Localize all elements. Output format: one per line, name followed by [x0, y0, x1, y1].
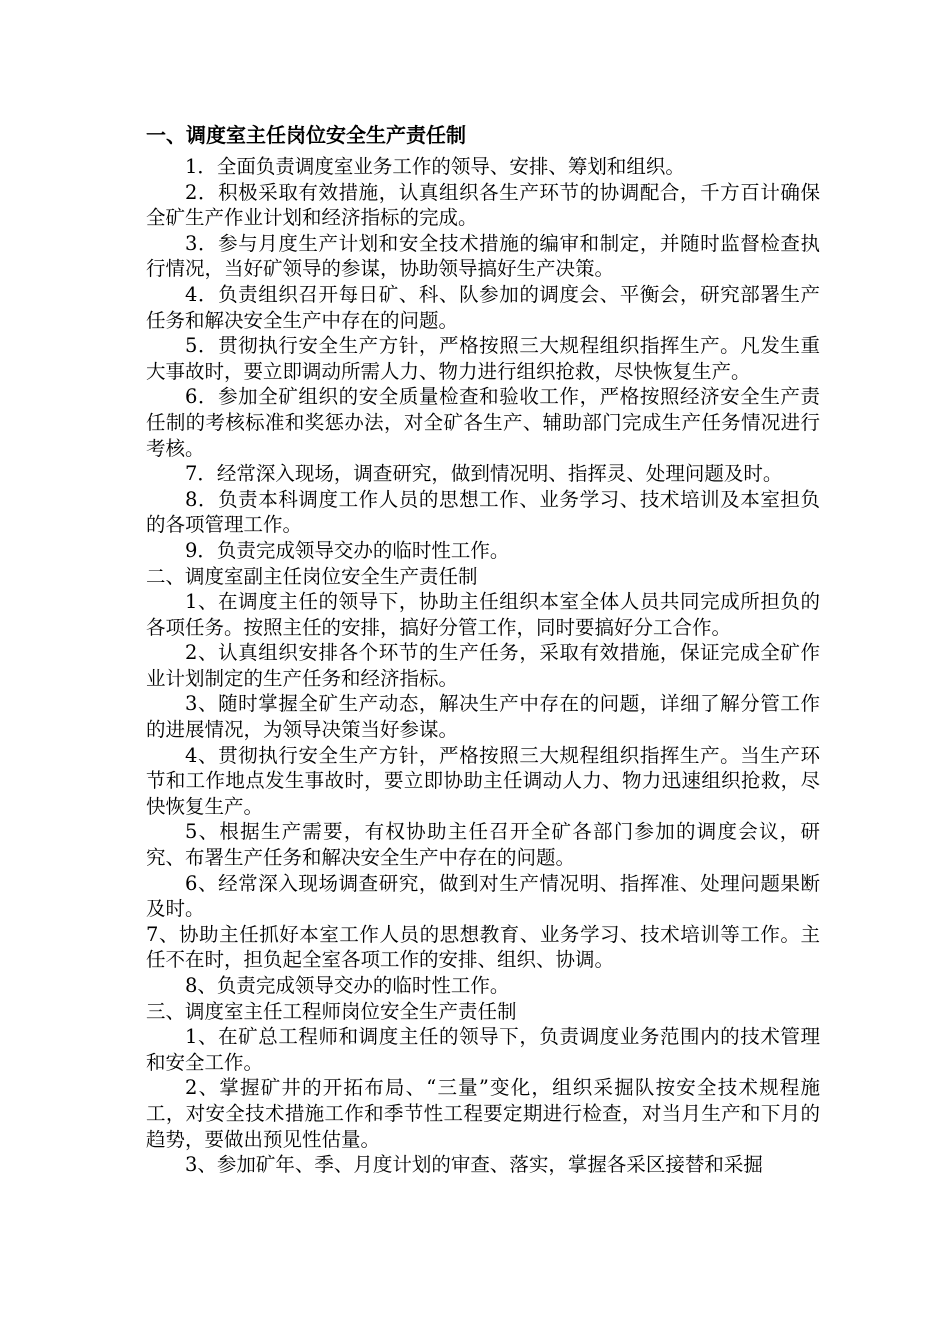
section-1-item-9: 9．负责完成领导交办的临时性工作。 [185, 538, 510, 562]
document-page [146, 120, 820, 1178]
section-2-item-5: 5、根据生产需要，有权协助主任召开全矿各部门参加的调度会议，研究、布署生产任务和解决安全生产中存在的问题。 [146, 820, 820, 870]
section-1-item-3: 3．参与月度生产计划和安全技术措施的编审和制定，并随时监督检查执行情况，当好矿领导的参谋，协助领导搞好生产决策。 [146, 231, 820, 281]
section-1-item-1: 1．全面负责调度室业务工作的领导、安排、筹划和组织。 [185, 155, 685, 178]
section-1-item-5: 5．贯彻执行安全生产方针，严格按照三大规程组织指挥生产。凡发生重大事故时，要立即调动所需人力、物力进行组织抢救，尽快恢复生产。 [146, 334, 820, 383]
section-3-title: 三、调度室主任工程师岗位安全生产责任制 [146, 999, 517, 1023]
section-1-item-2: 2．积极采取有效措施，认真组织各生产环节的协调配合，千方百计确保全矿生产作业计划和经济指标的完成。 [146, 180, 820, 230]
section-2-item-1: 1、在调度主任的领导下，协助主任组织本室全体人员共同完成所担负的各项任务。按照主任的安排，搞好分管工作，同时要搞好分工合作。 [146, 590, 820, 639]
section-2-item-3: 3、随时掌握全矿生产动态，解决生产中存在的问题，详细了解分管工作的进展情况，为领导决策当好参谋。 [146, 692, 820, 742]
section-2-item-8: 8、负责完成领导交办的临时性工作。 [185, 974, 510, 997]
section-1-item-8: 8．负责本科调度工作人员的思想工作、业务学习、技术培训及本室担负的各项管理工作。 [146, 487, 820, 537]
section-3-item-2: 2、掌握矿井的开拓布局、“三量”变化，组织采掘队按安全技术规程施工，对安全技术措施工作和季节性工程要定期进行检查，对当月生产和下月的趋势，要做出预见性估量。 [146, 1076, 820, 1151]
section-1-title: 一、调度室主任岗位安全生产责任制 [146, 123, 466, 147]
section-2-item-6: 6、经常深入现场调查研究，做到对生产情况明、指挥准、处理问题果断及时。 [146, 871, 820, 921]
section-2-item-7: 7、协助主任抓好本室工作人员的思想教育、业务学习、技术培训等工作。主任不在时，担负起全室各项工作的安排、组织、协调。 [146, 922, 820, 972]
section-1-item-4: 4．负责组织召开每日矿、科、队参加的调度会、平衡会，研究部署生产任务和解决安全生产中存在的问题。 [146, 282, 820, 332]
section-2-title: 二、调度室副主任岗位安全生产责任制 [146, 564, 478, 588]
section-2-item-2: 2、认真组织安排各个环节的生产任务，采取有效措施，保证完成全矿作业计划制定的生产任务和经济指标。 [146, 641, 820, 690]
section-2-item-4: 4、贯彻执行安全生产方针，严格按照三大规程组织指挥生产。当生产环节和工作地点发生事故时，要立即协助主任调动人力、物力迅速组织抢救，尽快恢复生产。 [146, 743, 820, 818]
section-3-item-1: 1、在矿总工程师和调度主任的领导下，负责调度业务范围内的技术管理和安全工作。 [146, 1025, 820, 1074]
section-1-item-7: 7．经常深入现场，调查研究，做到情况明、指挥灵、处理问题及时。 [185, 462, 783, 486]
section-1-item-6: 6．参加全矿组织的安全质量检查和验收工作，严格按照经济安全生产责任制的考核标准和奖惩办法，对全矿各生产、辅助部门完成生产任务情况进行考核。 [146, 385, 820, 460]
section-3-item-3: 3、参加矿年、季、月度计划的审查、落实，掌握各采区接替和采掘 [185, 1153, 763, 1177]
